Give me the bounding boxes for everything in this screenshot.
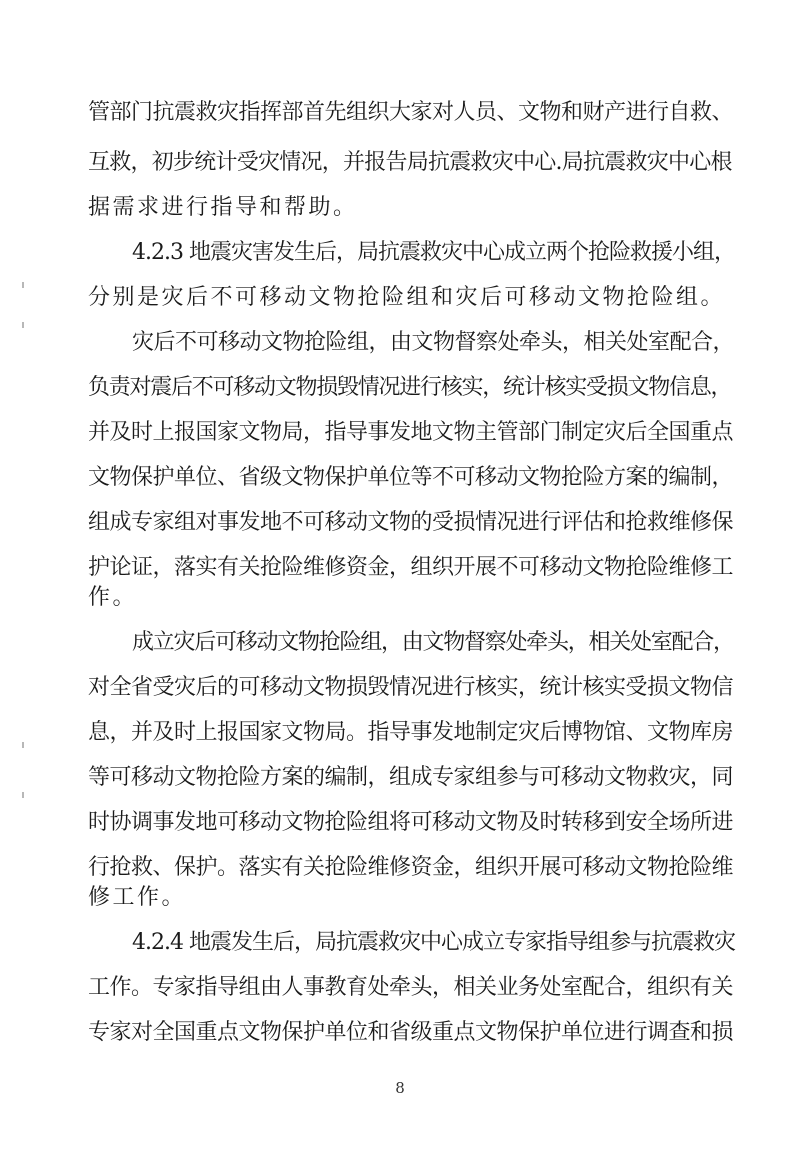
margin-mark xyxy=(22,792,24,798)
body-text-line: 护论证，落实有关抢险维修资金，组织开展不可移动文物抢险维修工 xyxy=(88,555,734,580)
body-text-line: 时协调事发地可移动文物抢险组将可移动文物及时转移到安全场所进 xyxy=(88,810,734,835)
body-text-line: 作。 xyxy=(88,585,138,610)
page-number: 8 xyxy=(395,1079,405,1097)
body-text-line: 息，并及时上报国家文物局。指导事发地制定灾后博物馆、文物库房 xyxy=(88,720,734,745)
body-text-line: 并及时上报国家文物局，指导事发地文物主管部门制定灾后全国重点 xyxy=(88,420,734,445)
body-text-line: 分别是灾后不可移动文物抢险组和灾后可移动文物抢险组。 xyxy=(88,285,726,310)
body-text-line: 工作。专家指导组由人事教育处牵头，相关业务处室配合，组织有关 xyxy=(88,975,734,1000)
section-heading-4-2-3: 4.2.3 地震灾害发生后，局抗震救灾中心成立两个抢险救援小组， xyxy=(132,240,735,265)
margin-mark xyxy=(22,322,24,328)
paragraph-start: 灾后不可移动文物抢险组，由文物督察处牵头，相关处室配合， xyxy=(132,330,735,355)
body-text-line: 互救，初步统计受灾情况，并报告局抗震救灾中心.局抗震救灾中心根 xyxy=(88,150,732,175)
body-text-line: 对全省受灾后的可移动文物损毁情况进行核实，统计核实受损文物信 xyxy=(88,675,734,700)
body-text-line: 组成专家组对事发地不可移动文物的受损情况进行评估和抢救维修保 xyxy=(88,510,734,535)
margin-mark xyxy=(22,742,24,748)
body-text-line: 负责对震后不可移动文物损毁情况进行核实，统计核实受损文物信息， xyxy=(88,375,732,400)
body-text-line: 行抢救、保护。落实有关抢险维修资金，组织开展可移动文物抢险维 xyxy=(88,855,734,880)
section-heading-4-2-4: 4.2.4 地震发生后，局抗震救灾中心成立专家指导组参与抗震救灾 xyxy=(132,930,735,955)
body-text-line: 修工作。 xyxy=(88,885,187,910)
body-text-line: 据需求进行指导和帮助。 xyxy=(88,195,358,220)
margin-mark xyxy=(22,282,24,288)
body-text-line: 文物保护单位、省级文物保护单位等不可移动文物抢险方案的编制， xyxy=(88,465,734,490)
body-text-line: 等可移动文物抢险方案的编制，组成专家组参与可移动文物救灾，同 xyxy=(88,765,734,790)
paragraph-start: 成立灾后可移动文物抢险组，由文物督察处牵头，相关处室配合， xyxy=(132,630,734,655)
body-text-line: 专家对全国重点文物保护单位和省级重点文物保护单位进行调查和损 xyxy=(88,1020,734,1045)
body-text-line: 管部门抗震救灾指挥部首先组织大家对人员、文物和财产进行自救、 xyxy=(88,100,734,125)
